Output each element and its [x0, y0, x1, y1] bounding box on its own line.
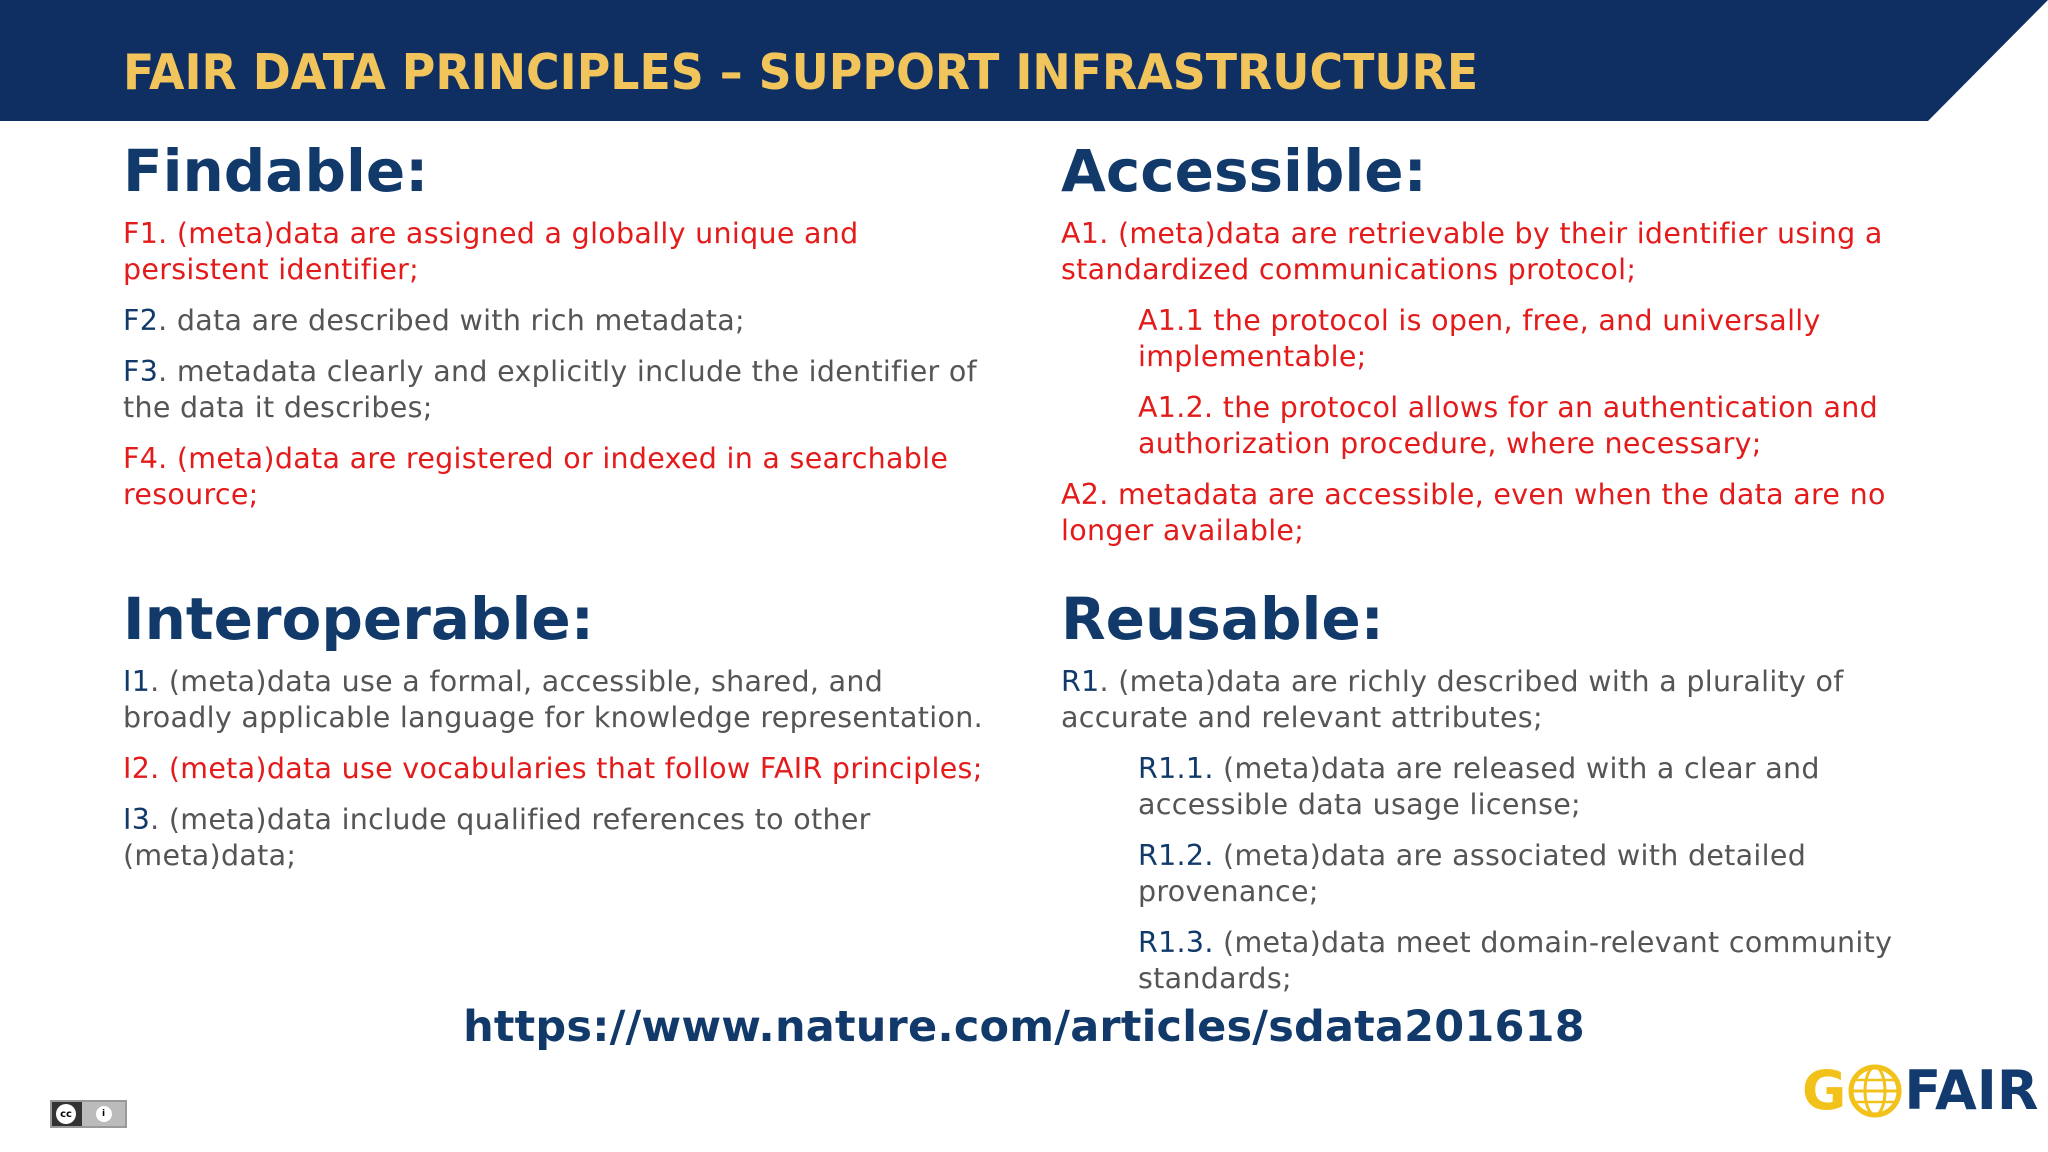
principle-i3: I3. (meta)data include qualified references to other (meta)data; [123, 803, 871, 872]
findable-heading: Findable: [123, 137, 429, 205]
principle-f3: F3. metadata clearly and explicitly include the identifier of the data it describes; [123, 355, 977, 424]
principle-r1: R1. (meta)data are richly described with a plurality of accurate and relevant attributes; [1061, 665, 1844, 734]
findable-section [123, 138, 983, 528]
reference-link[interactable]: https://www.nature.com/articles/sdata201618 [463, 1002, 1585, 1052]
interoperable-heading: Interoperable: [123, 585, 594, 653]
cc-by-icon: cc i [50, 1100, 127, 1128]
principle-a1: A1. (meta)data are retrievable by their identifier using a standardized communications protocol; [1061, 217, 1883, 286]
principle-i2: I2. (meta)data use vocabularies that follow FAIR principles; [123, 752, 983, 785]
principle-i1: I1. (meta)data use a formal, accessible, shared, and broadly applicable language for knowledge representation. [123, 665, 983, 734]
principle-f2: F2. data are described with rich metadata; [123, 304, 745, 337]
interoperable-section [123, 586, 983, 889]
principle-a1-2: A1.2. the protocol allows for an authentication and authorization procedure, where necessary; [1138, 391, 1879, 460]
globe-icon [1848, 1064, 1902, 1118]
principle-f4: F4. (meta)data are registered or indexed in a searchable resource; [123, 442, 949, 511]
principle-r1-2: R1.2. (meta)data are associated with detailed provenance; [1138, 839, 1807, 908]
principle-a1-1: A1.1 the protocol is open, free, and universally implementable; [1138, 304, 1821, 373]
principle-r1-3: R1.3. (meta)data meet domain-relevant community standards; [1138, 926, 1893, 995]
accessible-heading: Accessible: [1061, 137, 1427, 205]
principle-f1: F1. (meta)data are assigned a globally unique and persistent identifier; [123, 217, 859, 286]
go-fair-logo: G FAIR [1802, 1059, 2039, 1122]
accessible-section [1061, 138, 1931, 564]
reusable-heading: Reusable: [1061, 585, 1384, 653]
principle-r1-1: R1.1. (meta)data are released with a clear and accessible data usage license; [1138, 752, 1820, 821]
page-title: FAIR DATA PRINCIPLES – SUPPORT INFRASTRUCTURE [123, 44, 1479, 101]
principle-a2: A2. metadata are accessible, even when the data are no longer available; [1061, 478, 1886, 547]
reusable-section [1061, 586, 1931, 1012]
